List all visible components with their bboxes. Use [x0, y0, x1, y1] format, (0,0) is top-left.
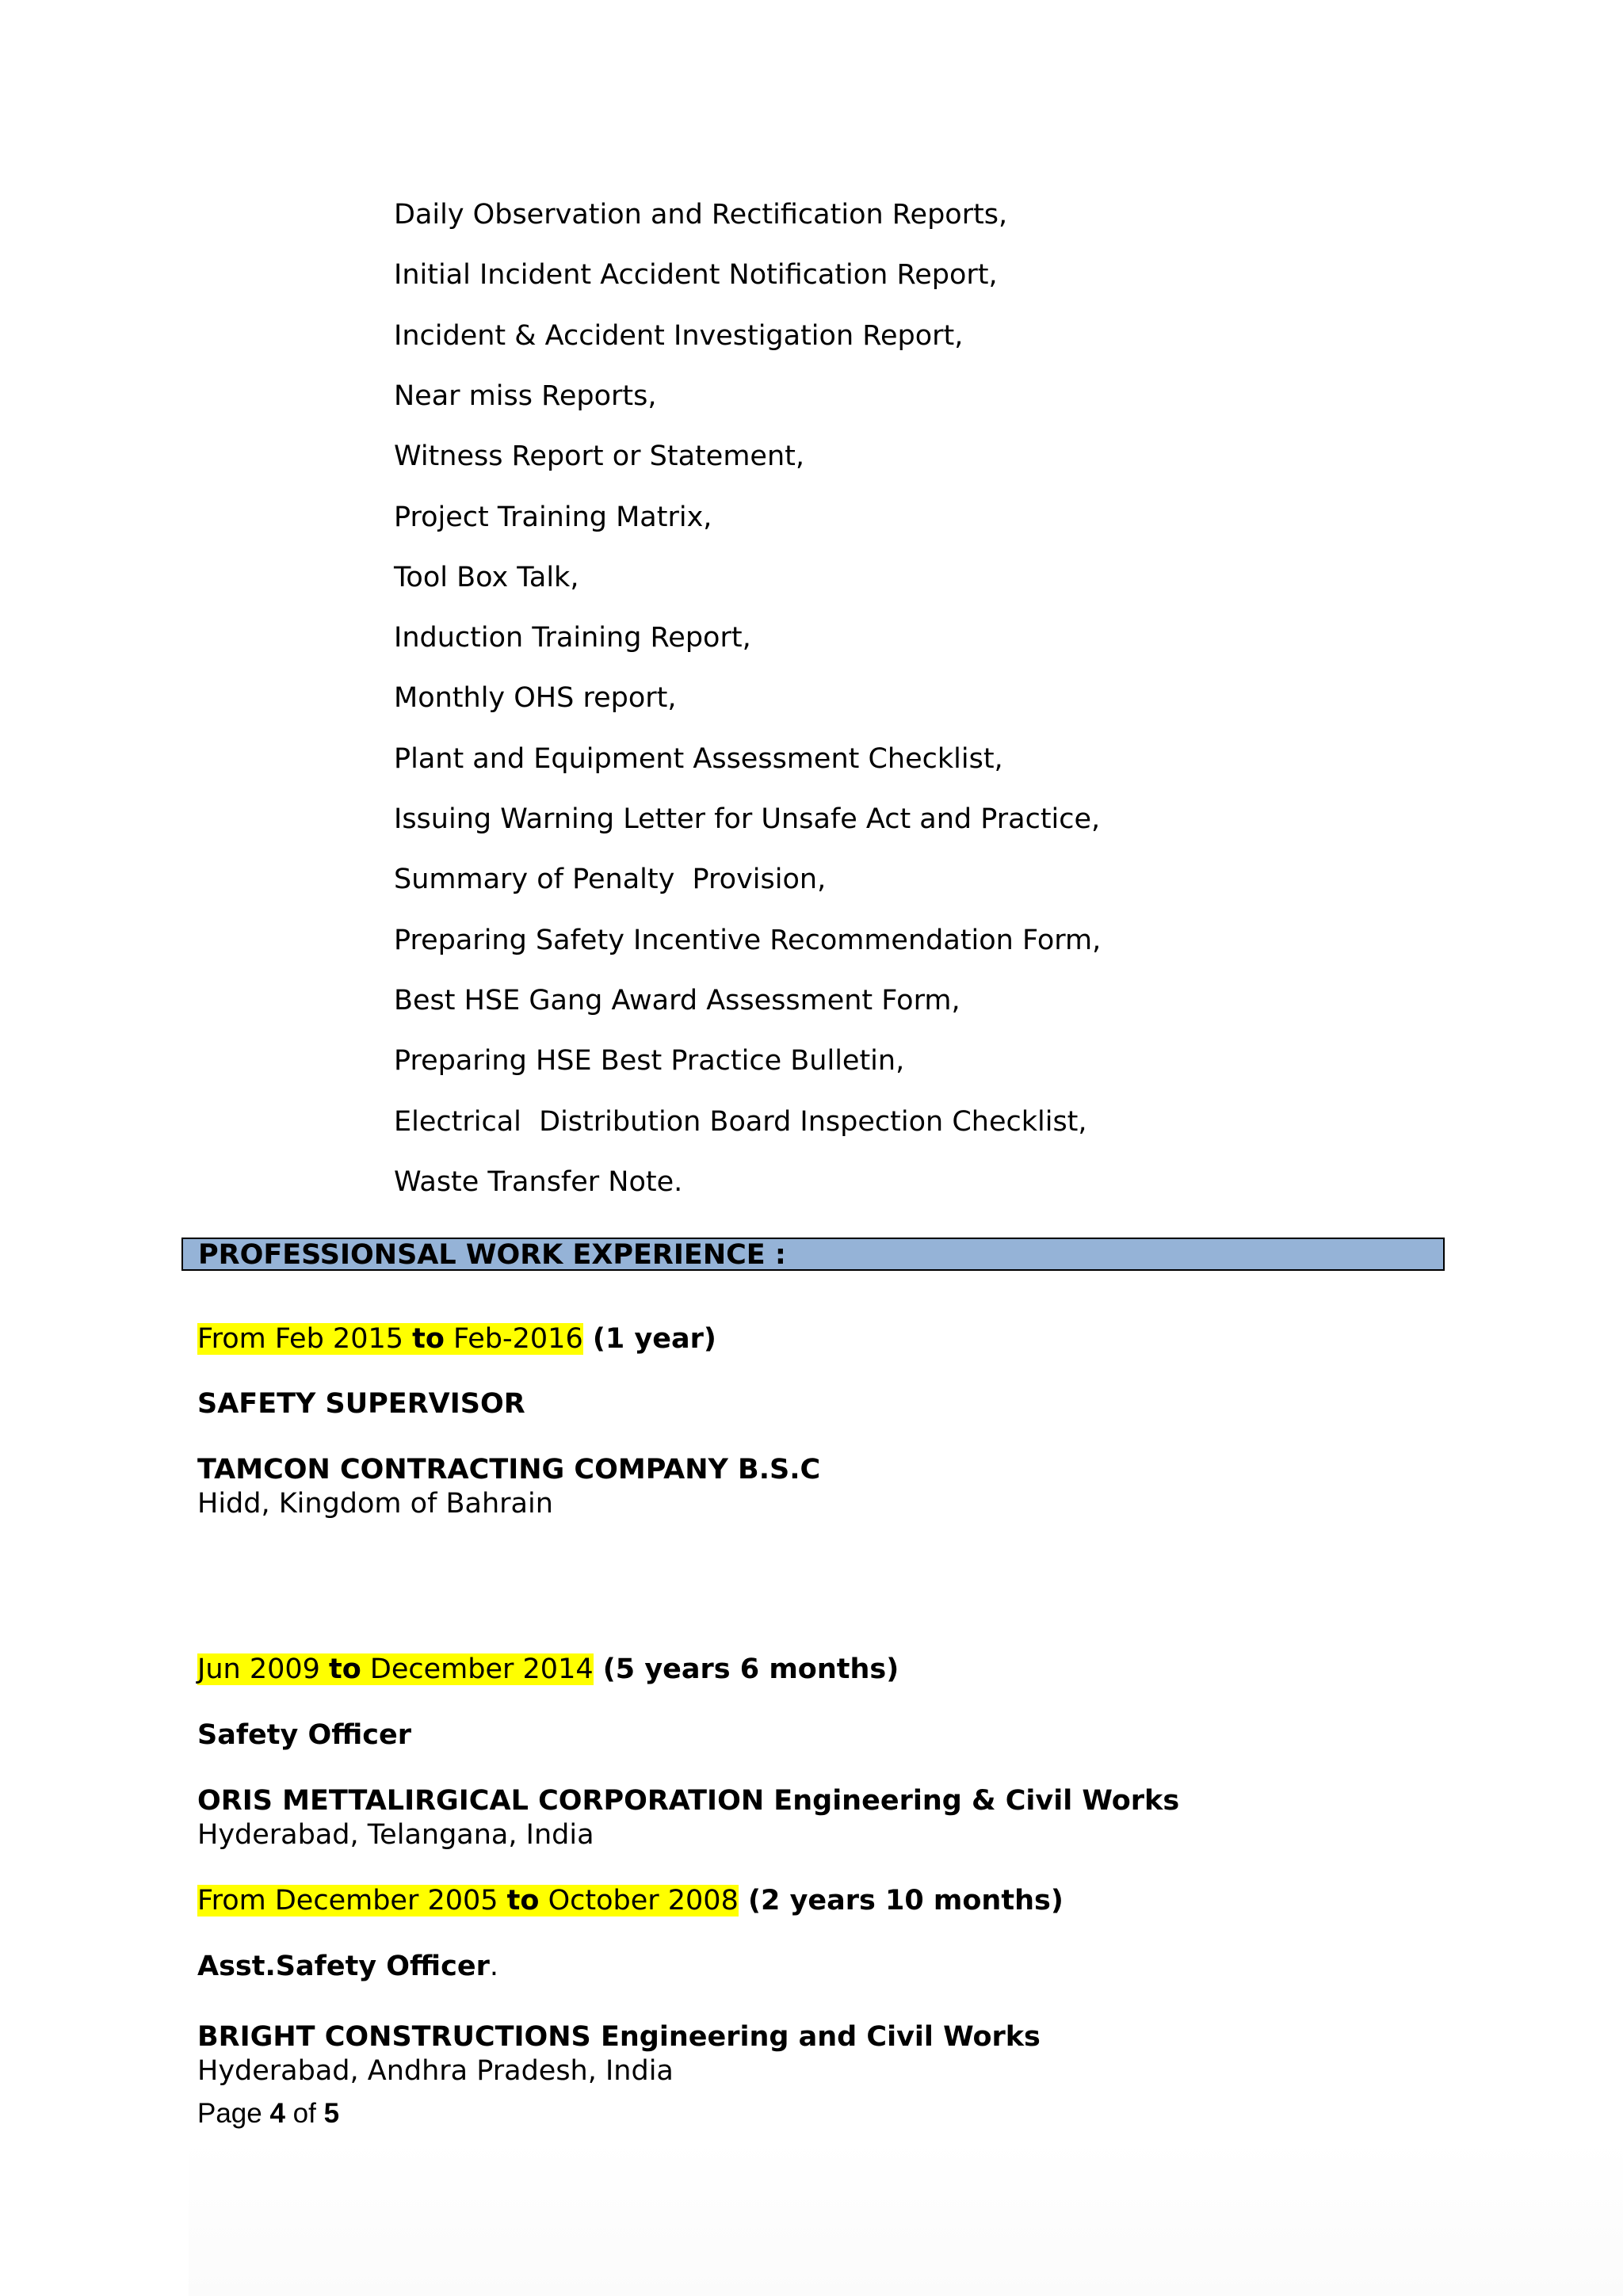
job-1-duration: (1 year): [582, 1323, 716, 1355]
page-footer: Page 4 of 5: [197, 2098, 340, 2129]
job-1-date-range: From Feb 2015 to Feb-2016: [197, 1323, 583, 1355]
job-1-period: [197, 1322, 716, 1356]
list-item-text: Induction Training Report,: [394, 622, 751, 654]
list-item: [0, 1098, 1189, 1146]
list-item-text: Best HSE Gang Award Assessment Form,: [394, 984, 960, 1016]
total-page-count: 5: [323, 2098, 340, 2129]
list-item: [0, 312, 1189, 360]
list-item: [0, 433, 1189, 480]
list-item-text: Electrical Distribution Board Inspection Checklist,: [394, 1105, 1087, 1138]
list-item-text: Witness Report or Statement,: [394, 441, 804, 473]
list-item: [0, 735, 1189, 783]
list-item-text: Incident & Accident Investigation Report,: [394, 319, 964, 352]
list-item: [0, 191, 1189, 238]
list-item-text: Issuing Warning Letter for Unsafe Act and Practice,: [394, 803, 1101, 835]
list-item: [0, 1037, 1189, 1085]
job-2-title: Safety Officer: [197, 1719, 412, 1751]
list-item: [0, 372, 1189, 420]
list-item: [0, 554, 1189, 601]
list-item-text: Monthly OHS report,: [394, 682, 677, 715]
list-item: [0, 251, 1189, 299]
section-header-label: PROFESSIONSAL WORK EXPERIENCE :: [198, 1239, 786, 1271]
list-item-text: Preparing Safety Incentive Recommendation Form,: [394, 924, 1102, 956]
list-item: [0, 917, 1189, 964]
list-item-text: Waste Transfer Note.: [394, 1165, 683, 1198]
job-3-duration: (2 years 10 months): [738, 1885, 1064, 1917]
job-2-date-range: Jun 2009 to December 2014: [197, 1653, 594, 1685]
list-item: [0, 674, 1189, 722]
list-item: [0, 795, 1189, 843]
list-item-text: Summary of Penalty Provision,: [394, 864, 827, 896]
job-2-company: ORIS METTALIRGICAL CORPORATION Engineering & Civil Works: [197, 1785, 1180, 1817]
list-item-text: Project Training Matrix,: [394, 501, 712, 533]
current-page-number: 4: [269, 2098, 285, 2129]
list-item-text: Near miss Reports,: [394, 379, 657, 412]
list-item-text: Initial Incident Accident Notification Report,: [394, 259, 998, 292]
list-item: [0, 494, 1189, 541]
list-item: [0, 856, 1189, 903]
job-1-location: Hidd, Kingdom of Bahrain: [197, 1488, 553, 1520]
job-2-location: Hyderabad, Telangana, India: [197, 1819, 594, 1851]
list-item: [0, 1158, 1189, 1206]
job-3-period: [197, 1883, 1064, 1918]
list-item: [0, 614, 1189, 662]
list-item-text: Daily Observation and Rectification Reports,: [394, 199, 1008, 231]
job-1-title: SAFETY SUPERVISOR: [197, 1388, 525, 1420]
list-item: [0, 977, 1189, 1024]
list-item-text: Plant and Equipment Assessment Checklist,: [394, 742, 1003, 775]
job-2-period: [197, 1652, 899, 1687]
job-3-title: Asst.Safety Officer.: [197, 1951, 498, 1982]
list-item-text: Tool Box Talk,: [394, 561, 579, 593]
job-3-company: BRIGHT CONSTRUCTIONS Engineering and Civil Works: [197, 2021, 1041, 2053]
section-header: [181, 1238, 1445, 1271]
job-1-company: TAMCON CONTRACTING COMPANY B.S.C: [197, 1454, 821, 1486]
page-bottom-shade: [189, 2139, 1623, 2296]
job-2-duration: (5 years 6 months): [593, 1653, 899, 1685]
list-item-text: Preparing HSE Best Practice Bulletin,: [394, 1045, 905, 1077]
job-3-date-range: From December 2005 to October 2008: [197, 1885, 739, 1917]
job-3-location: Hyderabad, Andhra Pradesh, India: [197, 2055, 674, 2087]
